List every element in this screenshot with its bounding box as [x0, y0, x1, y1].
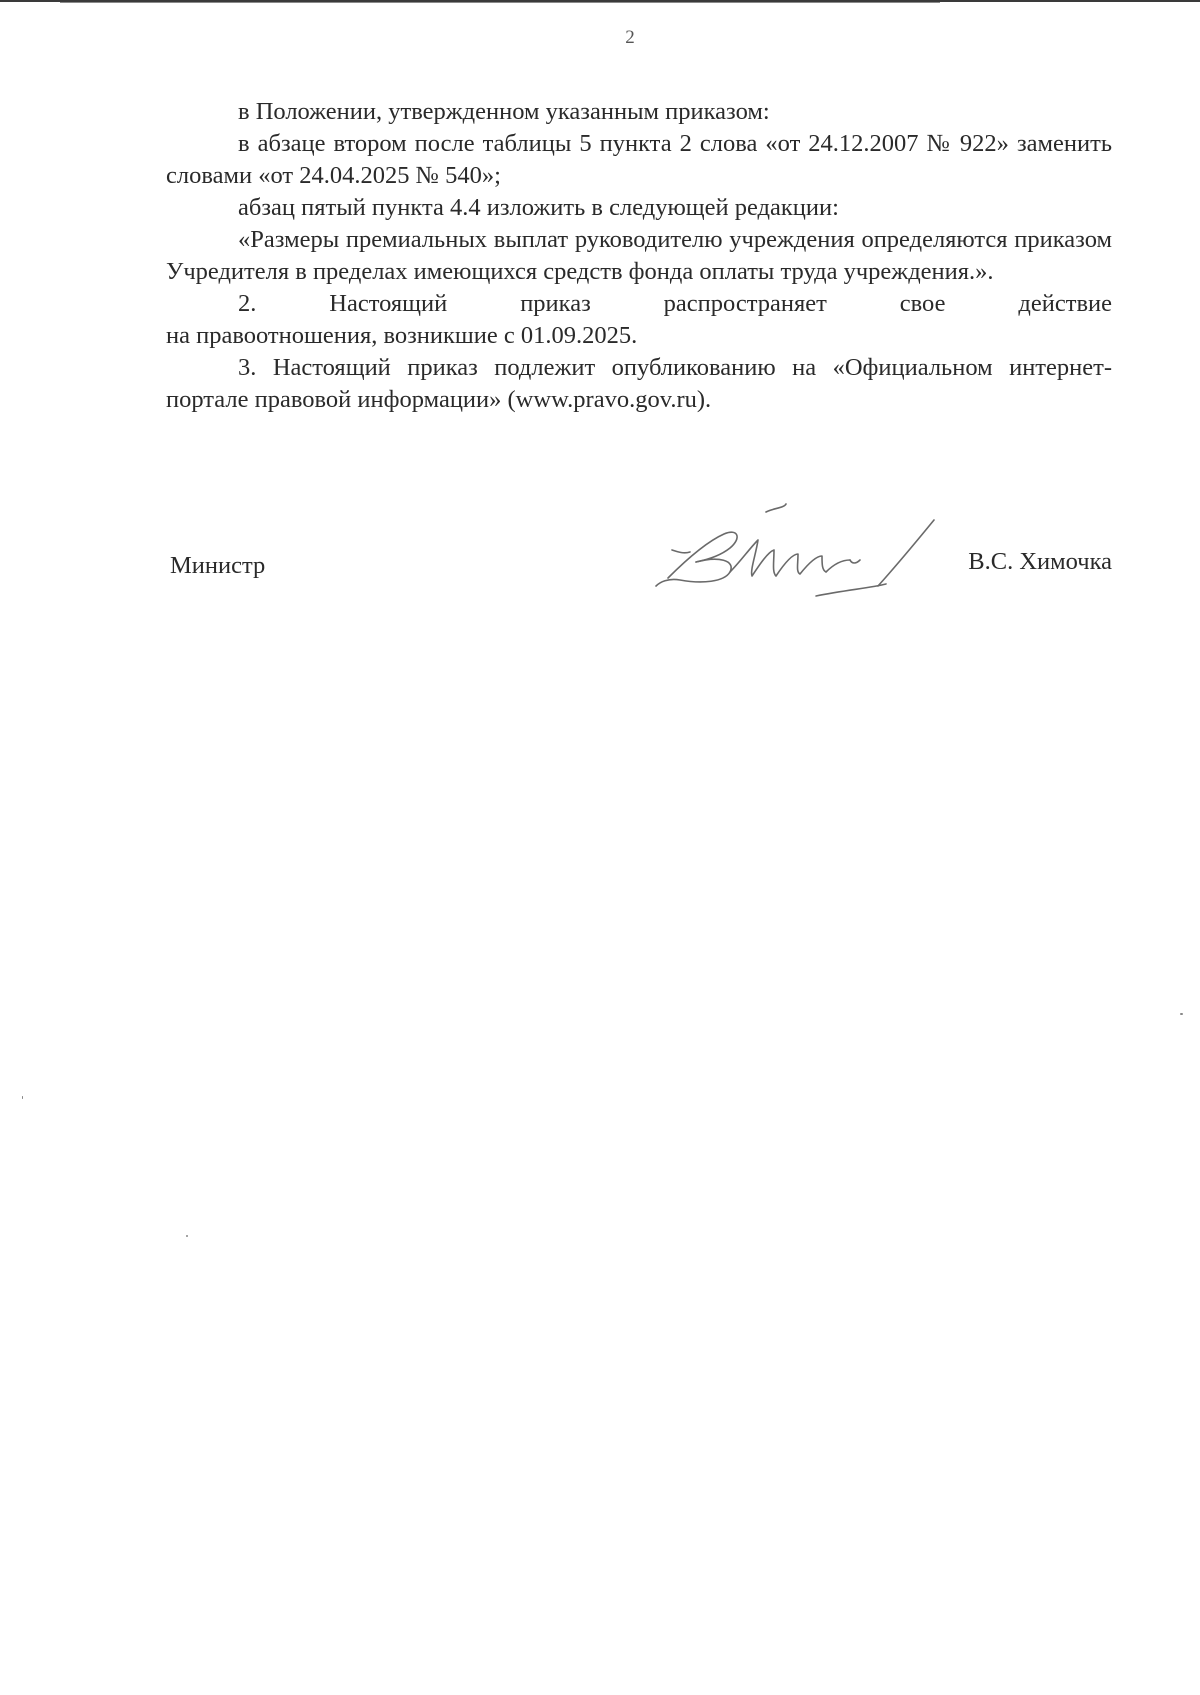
scan-speck	[1180, 1013, 1183, 1015]
paragraph-3: абзац пятый пункта 4.4 изложить в следующей редакции:	[238, 194, 839, 221]
signer-position: Министр	[170, 552, 266, 579]
paragraph-6: 3. Настоящий приказ подлежит опубликованию на «Официальном интернет-портале правовой информации» (www.pravo.gov.ru).	[166, 354, 1112, 413]
scan-speck	[186, 1235, 188, 1237]
paragraph-1: в Положении, утвержденном указанным приказом:	[238, 98, 770, 125]
signer-name: В.С. Химочка	[968, 548, 1112, 575]
paragraph-2: в абзаце втором после таблицы 5 пункта 2 слова «от 24.12.2007 № 922» заменить словами «от 24.04.2025 № 540»;	[166, 130, 1112, 189]
paragraph-4: «Размеры премиальных выплат руководителю учреждения определяются приказом Учредителя в пределах имеющихся средств фонда оплаты труда учреждения.».	[166, 226, 1112, 285]
paragraph-5-line-2: на правоотношения, возникшие с 01.09.2025.	[166, 322, 638, 349]
paragraph-5-line-1: 2. Настоящий приказ распространяет свое действие	[238, 290, 1112, 317]
paragraph-5	[166, 288, 1112, 352]
scan-top-edge	[0, 0, 1200, 4]
signature-block	[166, 540, 1112, 600]
page-number: 2	[625, 27, 635, 48]
document-body	[166, 96, 1112, 416]
scan-speck	[22, 1096, 23, 1099]
handwritten-signature	[646, 490, 946, 600]
